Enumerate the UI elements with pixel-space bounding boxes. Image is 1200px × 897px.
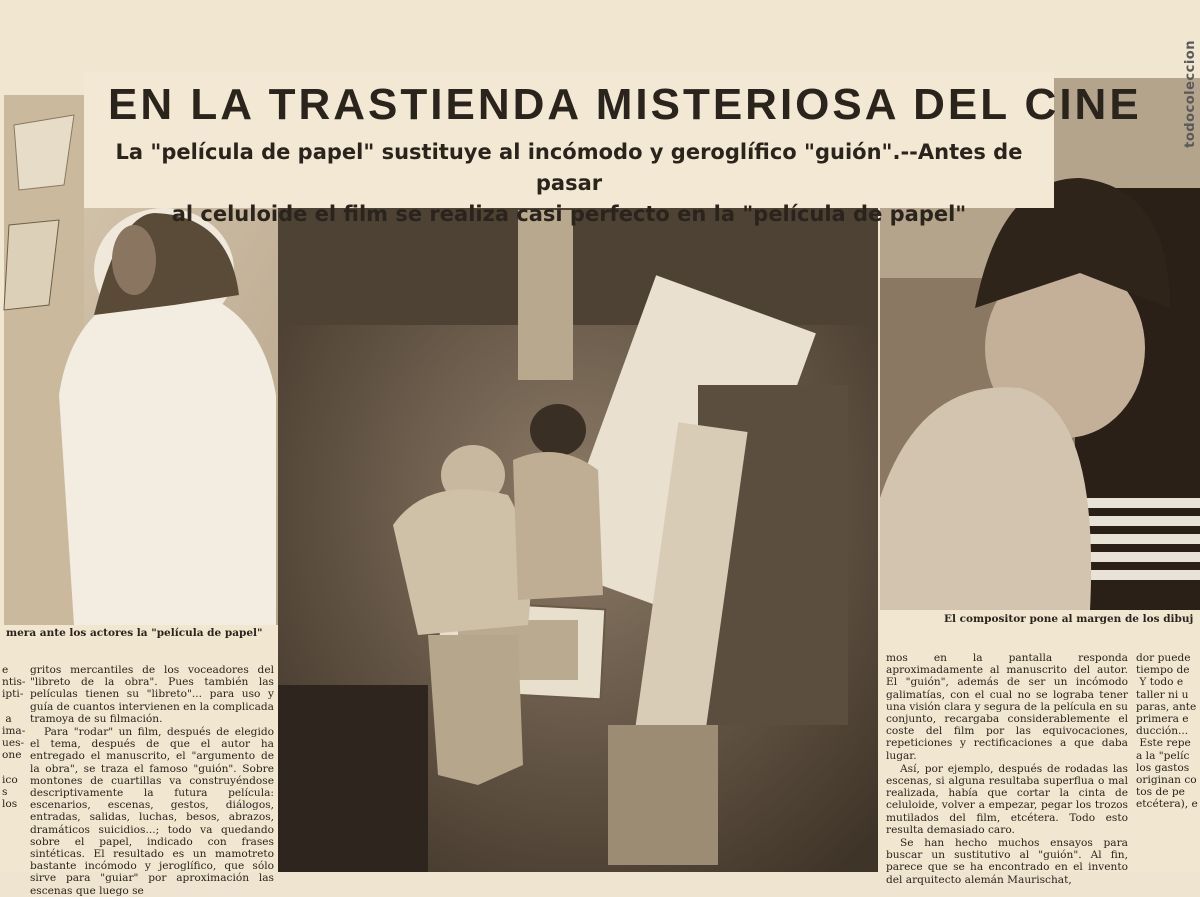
right-text-fragment: dor puede tiempo de Y todo e taller ni u paras, ante primera e ducción... Este repe a la "pelíc los gastos originan co tos de pe etcétera), e xyxy=(1136,652,1198,811)
paragraph: Así, por ejemplo, después de rodadas las escenas, si alguna resultaba superflua o mal realizada, había que cortar la cinta de celuloide, volver a empezar, pegar los trozos mutilados del film, etcétera. Todo esto resulta demasiado caro. xyxy=(886,762,1128,836)
paragraph: Para "rodar" un film, después de elegido el tema, después de que el autor ha entregado el manuscrito, el "argumento de la obra", se traza el famoso "guión". Sobre montones de cuartillas va construyéndose descriptivamente la futura película: escenarios, escenas, gestos, diálogos, entradas, salidas, luchas, besos, abrazos, dramáticos suicidios...; todo va quedando sobre el papel, indicado con frases sintéticas. El resultado es un mamotreto bastante incómodo y jeroglífico, que sólo sirve para "guiar" por aproximación las escenas que luego se xyxy=(30,726,274,897)
caption-left: mera ante los actores la "película de papel" xyxy=(6,627,263,639)
caption-right: El compositor pone al margen de los dibuj xyxy=(944,613,1194,625)
paragraph: Se han hecho muchos ensayos para buscar un sustitutivo al "guión". Al fin, parece que se ha encontrado en el invento del arquitecto alemán Maurischat, xyxy=(886,837,1128,886)
article-column-right xyxy=(886,652,1128,886)
paragraph: mos en la pantalla responda aproximadamente al manuscrito del autor. El "guión", además de ser un incómodo galimatías, con el cual no se lograba tener una visión clara y segura de la película en su conjunto, recargaba considerablemente el coste del film por las equivocaciones, repeticiones y rectificaciones a que daba lugar. xyxy=(886,652,1128,762)
subtitle-line-2: al celuloide el film se realiza casi perfecto en la "película de papel" xyxy=(171,202,967,226)
page-title: EN LA TRASTIENDA MISTERIOSA DEL CINE xyxy=(108,80,1142,129)
paragraph: gritos mercantiles de los voceadores del "libreto de la obra". Pues también las películas tienen su "libreto"... para uso y guía de cuantos intervienen en la complicada tramoya de su filmación. xyxy=(30,664,274,725)
page-subtitle xyxy=(84,137,1054,230)
watermark: todocoleccion xyxy=(1183,40,1198,148)
subtitle-line-1: La "película de papel" sustituye al incómodo y geroglífico "guión".--Antes de pasar xyxy=(115,140,1023,195)
left-text-fragment: e ntis- ipti- a ima- ues- one ico s los xyxy=(2,664,26,811)
article-column-center xyxy=(30,664,274,897)
center-photo-paper-film xyxy=(278,205,878,872)
